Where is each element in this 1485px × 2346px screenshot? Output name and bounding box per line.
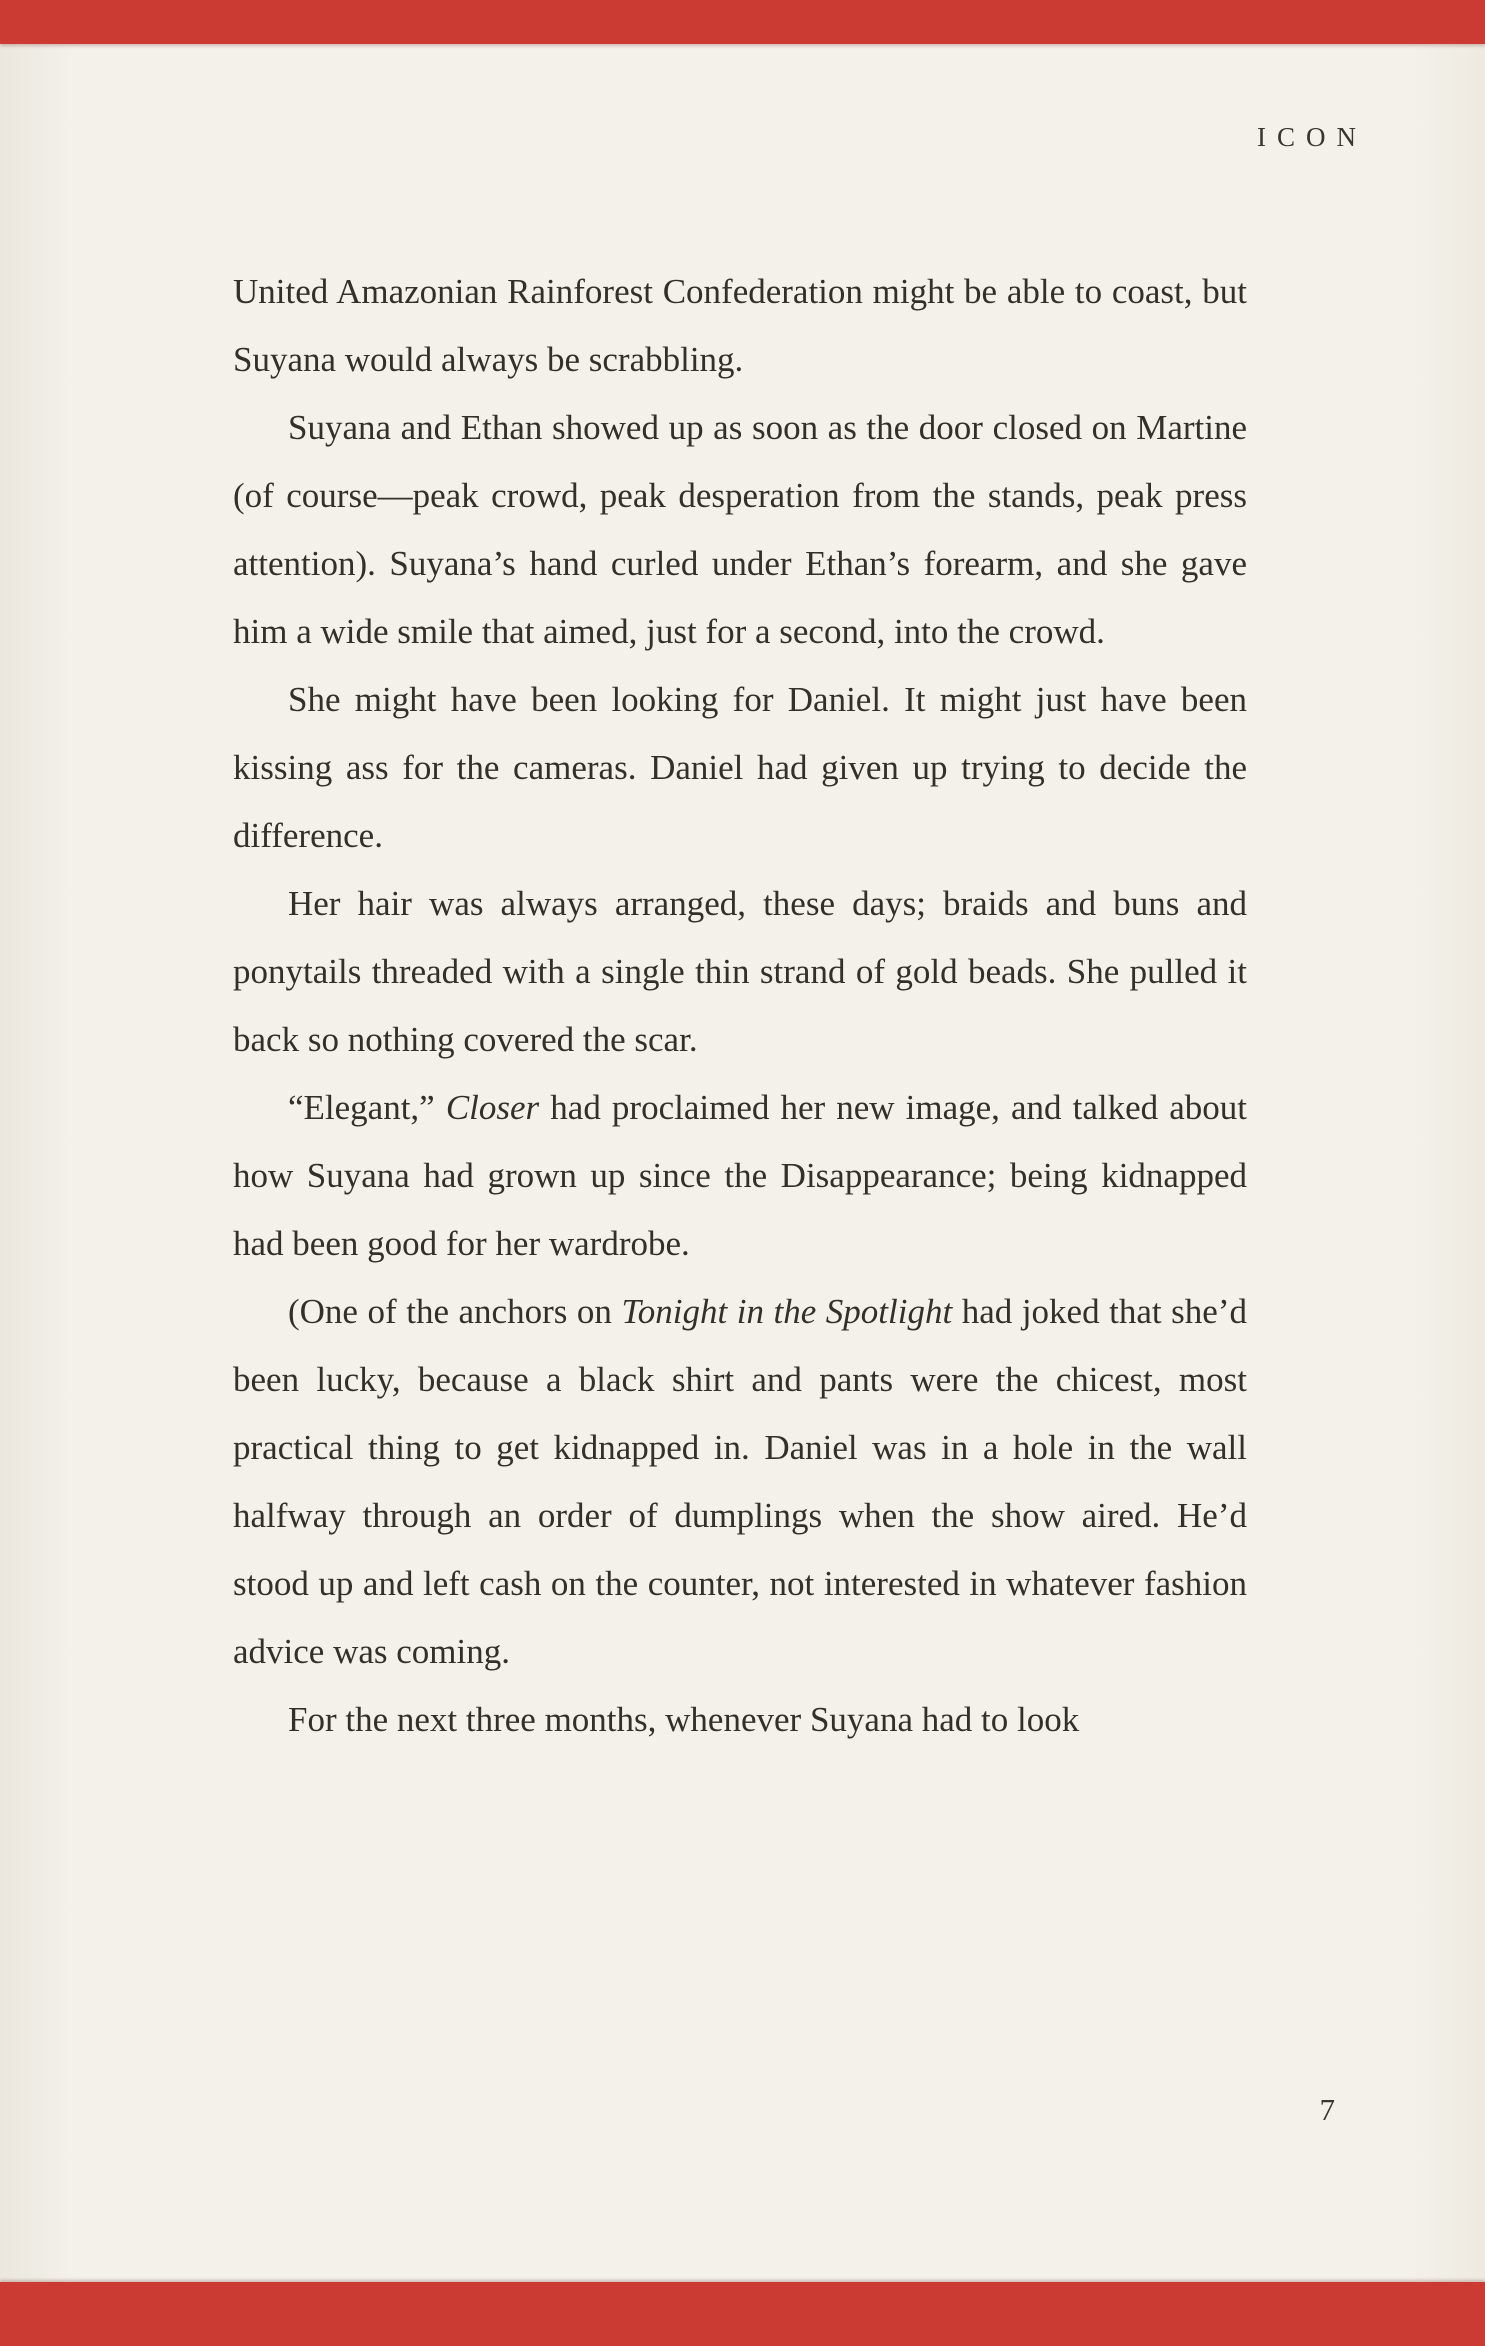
text-run: Her hair was always arranged, these days; braids and buns and ponytails threaded with a single thin strand of gold beads. She pulled it back so nothing covered the scar. <box>233 884 1247 1059</box>
paragraph <box>233 394 1247 666</box>
text-run: had joked that she’d been lucky, because a black shirt and pants were the chicest, most practical thing to get kidnapped in. Daniel was in a hole in the wall halfway through an order of dumplings when the show aired. He’d stood up and left cash on the counter, not interested in whatever fashion advice was coming. <box>233 1292 1247 1671</box>
italic-text-run: Tonight in the Spotlight <box>621 1292 953 1331</box>
cover-edge-bottom <box>0 2282 1485 2346</box>
body-text <box>233 258 1247 1754</box>
page-number: 7 <box>1319 2092 1335 2127</box>
paragraph <box>233 1278 1247 1686</box>
cover-edge-top <box>0 0 1485 44</box>
paragraph <box>233 1074 1247 1278</box>
paragraph <box>233 666 1247 870</box>
paragraph <box>233 1686 1247 1754</box>
paragraph <box>233 258 1247 394</box>
text-run: For the next three months, whenever Suyana had to look <box>288 1700 1080 1739</box>
text-run: She might have been looking for Daniel. It might just have been kissing ass for the cameras. Daniel had given up trying to decide the difference. <box>233 680 1247 855</box>
running-header: ICON <box>1257 122 1367 152</box>
text-run: (One of the anchors on <box>288 1292 622 1331</box>
paragraph <box>233 870 1247 1074</box>
text-run: “Elegant,” <box>288 1088 446 1127</box>
text-run: United Amazonian Rainforest Confederation might be able to coast, but Suyana would always be scrabbling. <box>233 272 1247 379</box>
text-run: had proclaimed her new image, and talked about how Suyana had grown up since the Disappearance; being kidnapped had been good for her wardrobe. <box>233 1088 1248 1263</box>
italic-text-run: Closer <box>445 1088 540 1127</box>
text-run: Suyana and Ethan showed up as soon as the door closed on Martine (of course—peak crowd, peak desperation from the stands, peak press attention). Suyana’s hand curled under Ethan’s forearm, and she gave him a wide smile that aimed, just for a second, into the crowd. <box>233 408 1247 651</box>
